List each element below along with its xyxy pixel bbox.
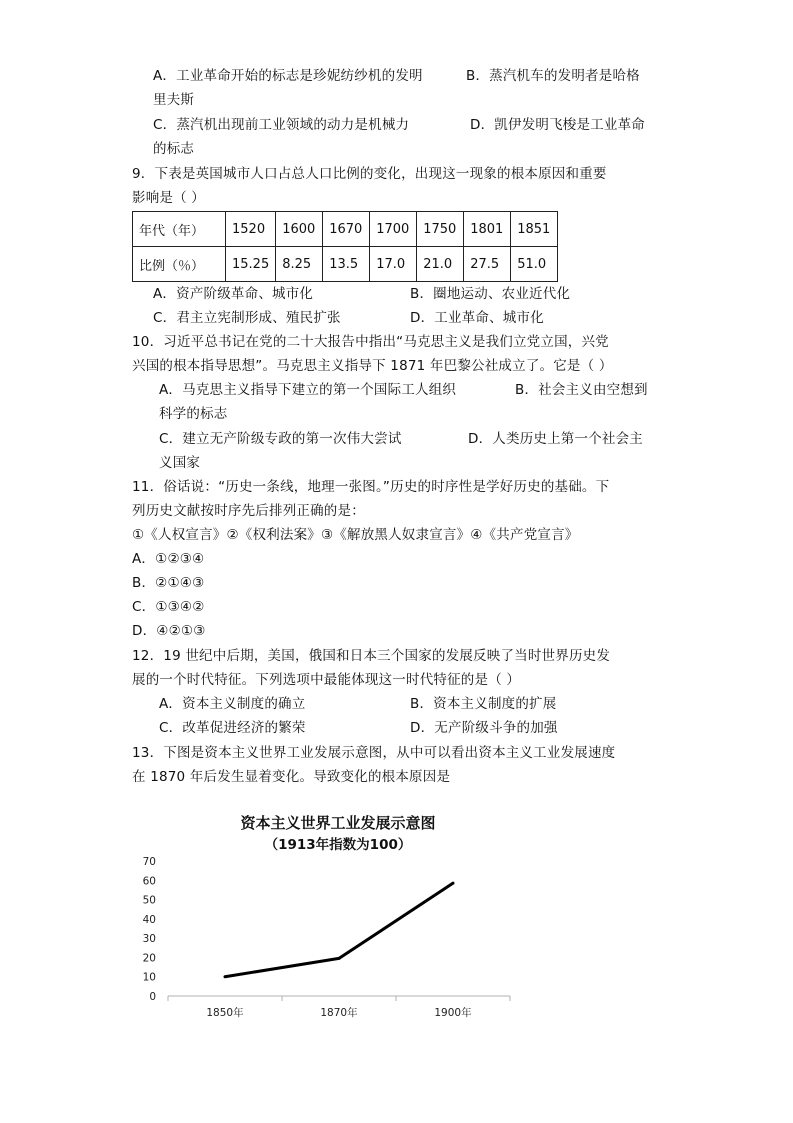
q9-option-d: D．工业革命、城市化 bbox=[410, 310, 544, 326]
year-cell: 1801 bbox=[464, 212, 511, 247]
q9-option-a: A．资产阶级革命、城市化 bbox=[153, 286, 314, 302]
q11-documents: ①《人权宣言》②《权利法案》③《解放黑人奴隶宣言》④《共产党宣言》 bbox=[132, 527, 579, 543]
year-cell: 1851 bbox=[511, 212, 558, 247]
q10-stem-cont: 兴国的根本指导思想”。马克思主义指导下 1871 年巴黎公社成立了。它是（ ） bbox=[132, 358, 613, 374]
q13-stem-cont: 在 1870 年后发生显着变化。导致变化的根本原因是 bbox=[132, 769, 451, 785]
q8-option-a: A．工业革命开始的标志是珍妮纺纱机的发明 bbox=[153, 68, 423, 84]
chart-title: 资本主义世界工业发展示意图 bbox=[240, 814, 436, 832]
q9-population-table bbox=[132, 211, 558, 282]
y-tick-label: 20 bbox=[142, 952, 156, 965]
q10-option-d-cont: 义国家 bbox=[159, 455, 201, 471]
ratio-cell: 13.5 bbox=[323, 247, 370, 282]
q12-option-c: C．改革促进经济的繁荣 bbox=[159, 720, 306, 736]
ratio-cell: 17.0 bbox=[370, 247, 417, 282]
ratio-cell: 15.25 bbox=[226, 247, 276, 282]
table-row bbox=[133, 212, 558, 247]
q11-stem-cont: 列历史文献按时序先后排列正确的是： bbox=[132, 503, 365, 519]
q10-stem: 10．习近平总书记在党的二十大报告中指出“马克思主义是我们立党立国，兴党 bbox=[132, 334, 609, 350]
x-tick-label: 1870年 bbox=[320, 1007, 358, 1019]
q11-stem: 11．俗话说：“历史一条线，地理一张图。”历史的时序性是学好历史的基础。下 bbox=[132, 479, 610, 495]
q9-option-c: C．君主立宪制形成、殖民扩张 bbox=[153, 310, 341, 326]
year-cell: 1520 bbox=[226, 212, 276, 247]
year-cell: 1750 bbox=[417, 212, 464, 247]
ratio-cell: 51.0 bbox=[511, 247, 558, 282]
y-tick-label: 40 bbox=[142, 913, 156, 926]
q10-option-a: A．马克思主义指导下建立的第一个国际工人组织 bbox=[159, 382, 457, 398]
y-tick-label: 30 bbox=[142, 933, 156, 946]
year-cell: 1700 bbox=[370, 212, 417, 247]
q8-option-d-cont: 的标志 bbox=[153, 141, 195, 157]
q10-option-b-cont: 科学的标志 bbox=[159, 406, 228, 422]
series-line bbox=[225, 883, 453, 977]
q10-option-d: D．人类历史上第一个社会主 bbox=[468, 431, 643, 447]
y-tick-label: 70 bbox=[142, 856, 156, 868]
chart-subtitle: （1913年指数为100） bbox=[264, 837, 412, 853]
y-tick-label: 50 bbox=[142, 894, 156, 907]
data-point bbox=[338, 957, 341, 960]
ratio-cell: 27.5 bbox=[464, 247, 511, 282]
q12-option-a: A．资本主义制度的确立 bbox=[159, 696, 306, 712]
q12-option-b: B．资本主义制度的扩展 bbox=[410, 696, 557, 712]
q11-option-b: B．②①④③ bbox=[132, 575, 205, 591]
ratio-cell: 8.25 bbox=[276, 247, 323, 282]
year-cell: 1600 bbox=[276, 212, 323, 247]
q8-option-d: D．凯伊发明飞梭是工业革命 bbox=[470, 117, 645, 133]
year-cell: 1670 bbox=[323, 212, 370, 247]
q10-option-b: B．社会主义由空想到 bbox=[515, 382, 648, 398]
x-tick-label: 1850年 bbox=[206, 1007, 244, 1019]
q8-option-b: B．蒸汽机车的发明者是哈格 bbox=[466, 68, 640, 84]
x-tick-label: 1900年 bbox=[434, 1007, 472, 1019]
y-tick-label: 0 bbox=[149, 991, 156, 1003]
q12-option-d: D．无产阶级斗争的加强 bbox=[410, 720, 558, 736]
industry-development-chart bbox=[0, 800, 793, 1040]
y-tick-label: 10 bbox=[142, 971, 156, 984]
y-tick-label: 60 bbox=[142, 875, 156, 888]
q11-option-c: C．①③④② bbox=[132, 599, 205, 615]
table-row-head: 比例（％） bbox=[133, 247, 226, 282]
data-point bbox=[452, 882, 455, 885]
q10-option-c: C．建立无产阶级专政的第一次伟大尝试 bbox=[159, 431, 402, 447]
q12-stem: 12．19 世纪中后期，美国，俄国和日本三个国家的发展反映了当时世界历史发 bbox=[132, 648, 611, 664]
q9-stem: 9．下表是英国城市人口占总人口比例的变化，出现这一现象的根本原因和重要 bbox=[132, 166, 607, 182]
table-row bbox=[133, 247, 558, 282]
q13-stem: 13．下图是资本主义世界工业发展示意图，从中可以看出资本主义工业发展速度 bbox=[132, 745, 616, 761]
table-row-head: 年代（年） bbox=[133, 212, 226, 247]
q8-option-b-cont: 里夫斯 bbox=[153, 92, 195, 108]
data-point bbox=[224, 975, 227, 978]
q9-stem-cont: 影响是（ ） bbox=[132, 190, 205, 206]
q8-option-c: C．蒸汽机出现前工业领域的动力是机械力 bbox=[153, 117, 410, 133]
q9-option-b: B．圈地运动、农业近代化 bbox=[410, 286, 571, 302]
q11-option-a: A．①②③④ bbox=[132, 551, 205, 567]
ratio-cell: 21.0 bbox=[417, 247, 464, 282]
q11-option-d: D．④②①③ bbox=[132, 623, 206, 639]
q12-stem-cont: 展的一个时代特征。下列选项中最能体现这一时代特征的是（ ） bbox=[132, 672, 521, 688]
